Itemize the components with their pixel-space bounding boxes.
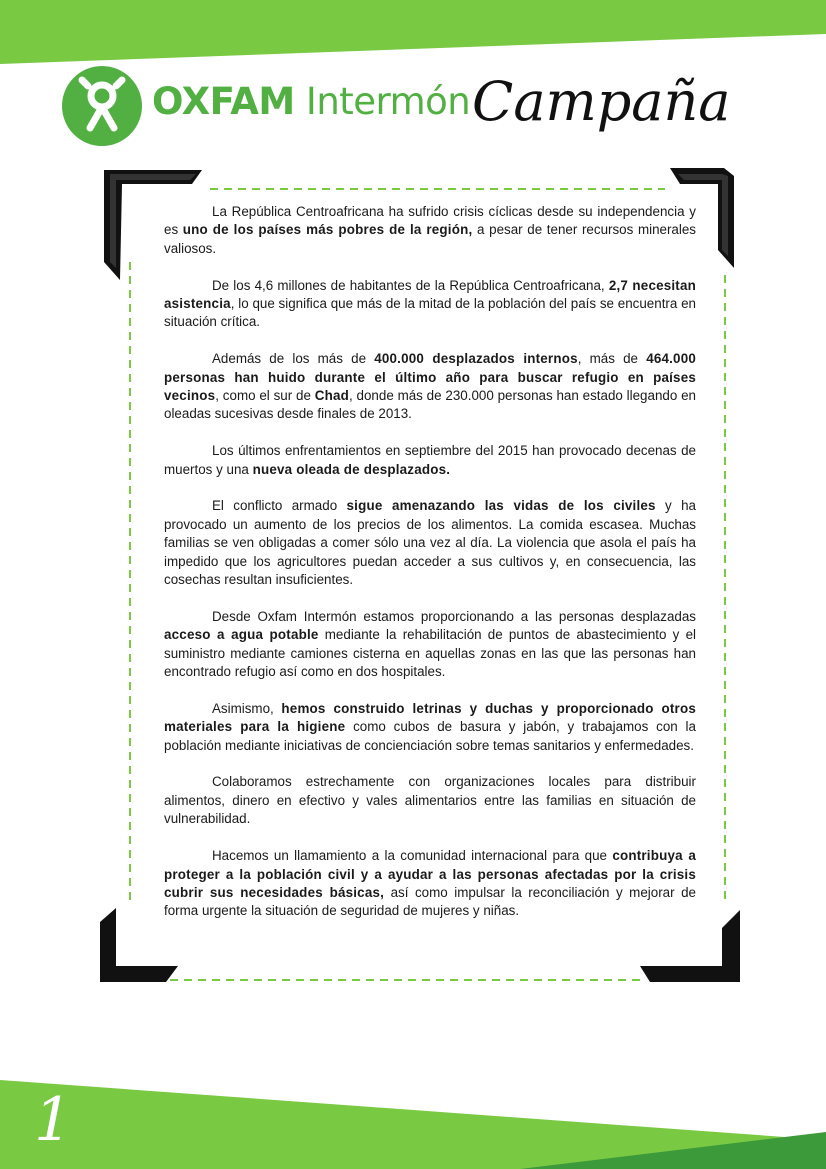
brand-light: Intermón <box>305 80 471 123</box>
paragraph-1: La República Centroafricana ha sufrido crisis cíclicas desde su independencia y es uno de los países más pobres de la región, a pesar de tener recursos minerales valiosos. <box>164 204 697 256</box>
brand-bold: OXFAM <box>152 80 295 123</box>
paragraph-8: Colaboramos estrechamente con organizaciones locales para distribuir alimentos, dinero en efectivo y vales alimentarios entre las familias en situación de vulnerabilidad. <box>164 774 696 827</box>
section-title: Campaña <box>472 70 731 133</box>
paragraph-3: Además de los más de 400.000 desplazados internos, más de 464.000 personas han huido durante el último año para buscar refugio en países vecinos, como el sur de Chad, donde más de 230.000 personas han estado llegando en oleadas sucesivas desde finales de 2013. <box>164 351 696 422</box>
paragraph-9: Hacemos un llamamiento a la comunidad internacional para que contribuya a proteger a la población civil y a ayudar a las personas afectadas por la crisis cubrir sus necesidades básicas, así como impulsar la reconciliación y mejorar de forma urgente la situación de seguridad de mujeres y niñas. <box>164 848 696 919</box>
paragraph-6: Desde Oxfam Intermón estamos proporcionando a las personas desplazadas acceso a agua potable mediante la rehabilitación de puntos de abastecimiento y el suministro mediante camiones cisterna en aquellas zonas en las que las personas han encontrado refugio así como en dos hospitales. <box>164 608 697 680</box>
article-body <box>164 203 696 939</box>
paragraph-4: Los últimos enfrentamientos en septiembre del 2015 han provocado decenas de muertos y una nueva oleada de desplazados. <box>164 443 696 477</box>
paragraph-2: De los 4,6 millones de habitantes de la República Centroafricana, 2,7 necesitan asistencia, lo que significa que más de la mitad de la población del país se encuentra en situación crítica. <box>164 277 696 330</box>
paragraph-7: Asimismo, hemos construido letrinas y duchas y proporcionado otros materiales para la higiene como cubos de basura y jabón, y trabajamos con la población mediante iniciativas de concienciación sobre temas sanitarios y enfermedades. <box>164 700 696 753</box>
paragraph-5: El conflicto armado sigue amenazando las vidas de los civiles y ha provocado un aumento de los precios de los alimentos. La comida escasea. Muchas familias se ven obligadas a comer sólo una vez al día. La violencia que asola el país ha impedido que los agricultores puedan acceder a sus cultivos y, en consecuencia, las cosechas resultan insuficientes. <box>164 498 697 588</box>
page-number: 1 <box>34 1085 73 1155</box>
